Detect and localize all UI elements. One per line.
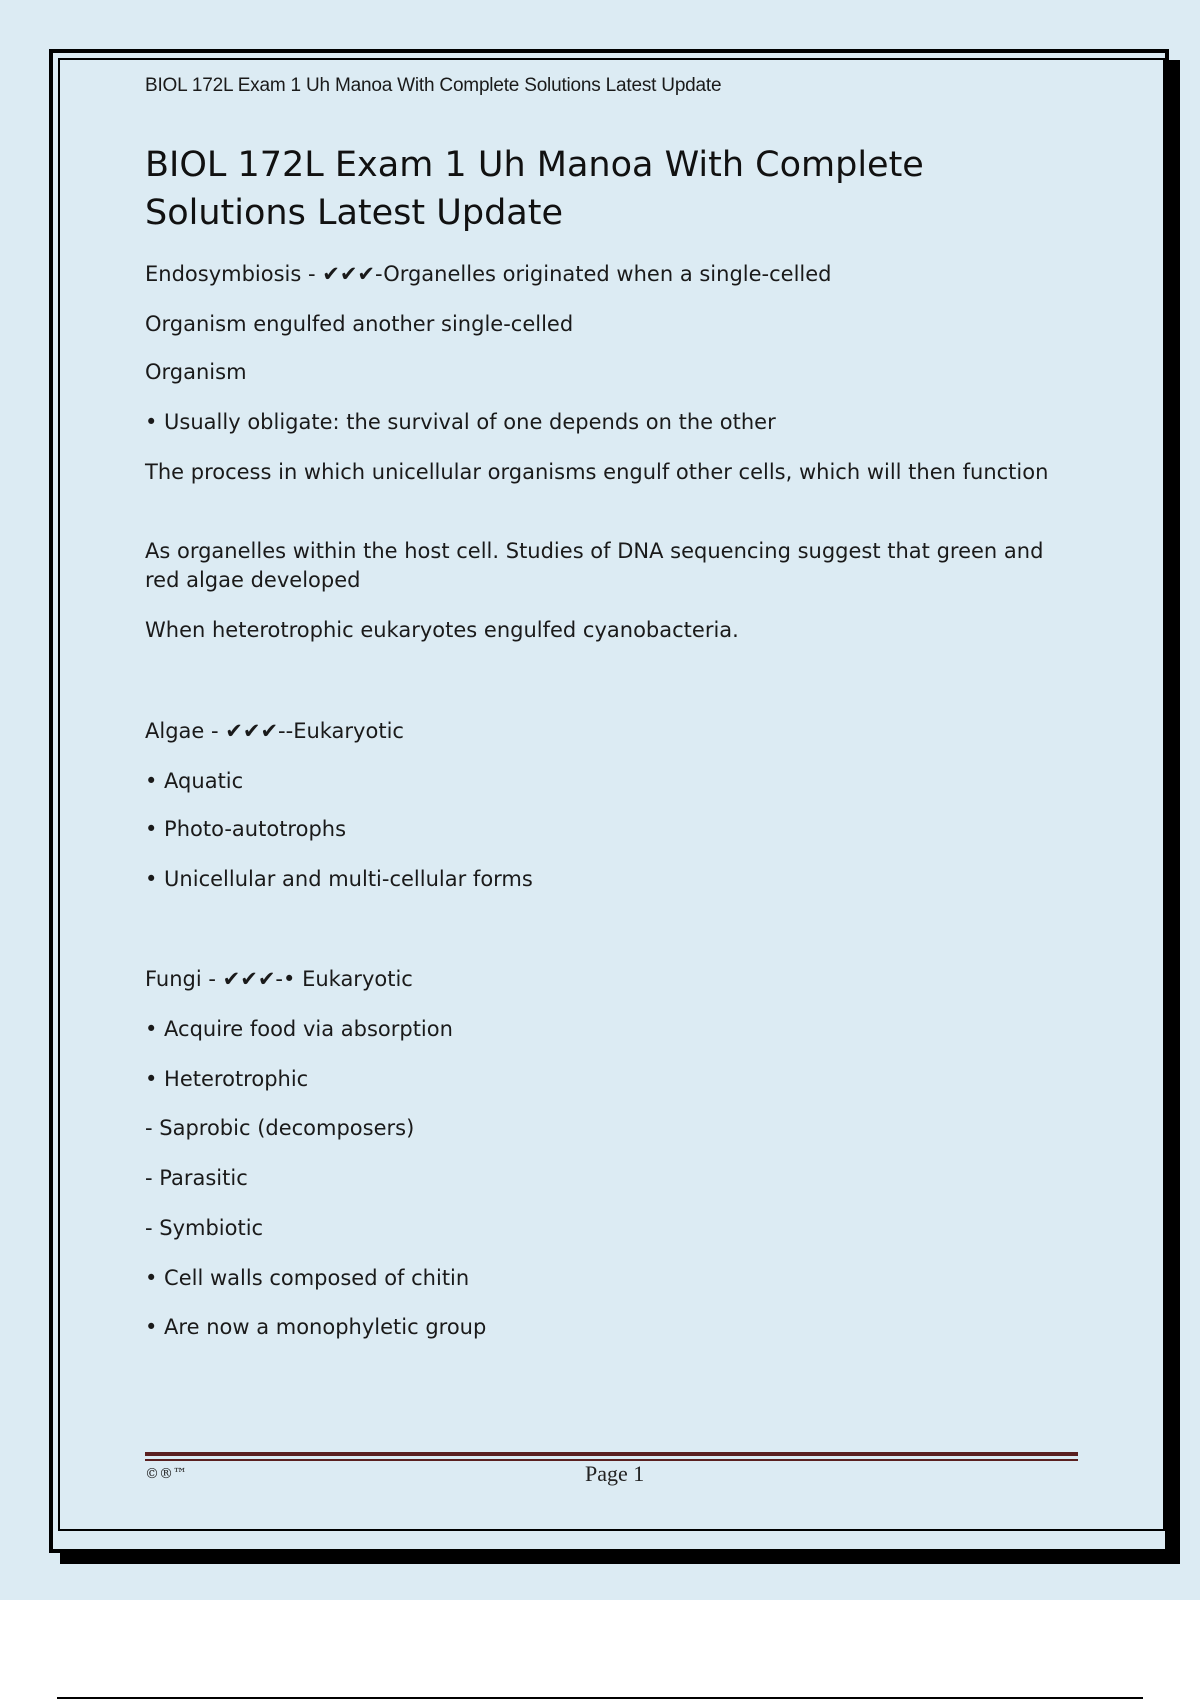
body-line: As organelles within the host cell. Studies of DNA sequencing suggest that green and red algae developed (145, 539, 1044, 592)
body-line: - Symbiotic (145, 1216, 264, 1240)
next-page-divider (57, 1697, 1143, 1699)
body-line: Organism (145, 360, 247, 384)
body-line: • Aquatic (145, 769, 244, 793)
body-line-fungi: Fungi - ✔✔✔-• Eukaryotic (145, 967, 413, 991)
body-line: • Heterotrophic (145, 1067, 309, 1091)
body-line: • Usually obligate: the survival of one depends on the other (145, 410, 776, 434)
body-line: • Unicellular and multi-cellular forms (145, 867, 533, 891)
page-number: Page 1 (585, 1461, 645, 1486)
document-title: BIOL 172L Exam 1 Uh Manoa With Complete Solutions Latest Update (145, 145, 924, 233)
body-line: The process in which unicellular organisms engulf other cells, which will then function (145, 460, 1049, 484)
body-line: • Acquire food via absorption (145, 1017, 453, 1041)
running-header: BIOL 172L Exam 1 Uh Manoa With Complete Solutions Latest Update (145, 75, 722, 96)
body-line: • Are now a monophyletic group (145, 1315, 487, 1339)
footer-rule (145, 1452, 1078, 1456)
body-line-endosymbiosis: Endosymbiosis - ✔✔✔-Organelles originated when a single-celled (145, 262, 832, 286)
body-line: - Parasitic (145, 1166, 248, 1190)
body-line: Organism engulfed another single-celled (145, 312, 574, 336)
body-line: When heterotrophic eukaryotes engulfed cyanobacteria. (145, 618, 739, 642)
footer-trademark-marks: ©®™ (145, 1466, 187, 1482)
body-line: • Photo-autotrophs (145, 817, 347, 841)
body-line: • Cell walls composed of chitin (145, 1266, 470, 1290)
body-line-algae: Algae - ✔✔✔--Eukaryotic (145, 719, 404, 743)
body-line: - Saprobic (decomposers) (145, 1116, 415, 1140)
